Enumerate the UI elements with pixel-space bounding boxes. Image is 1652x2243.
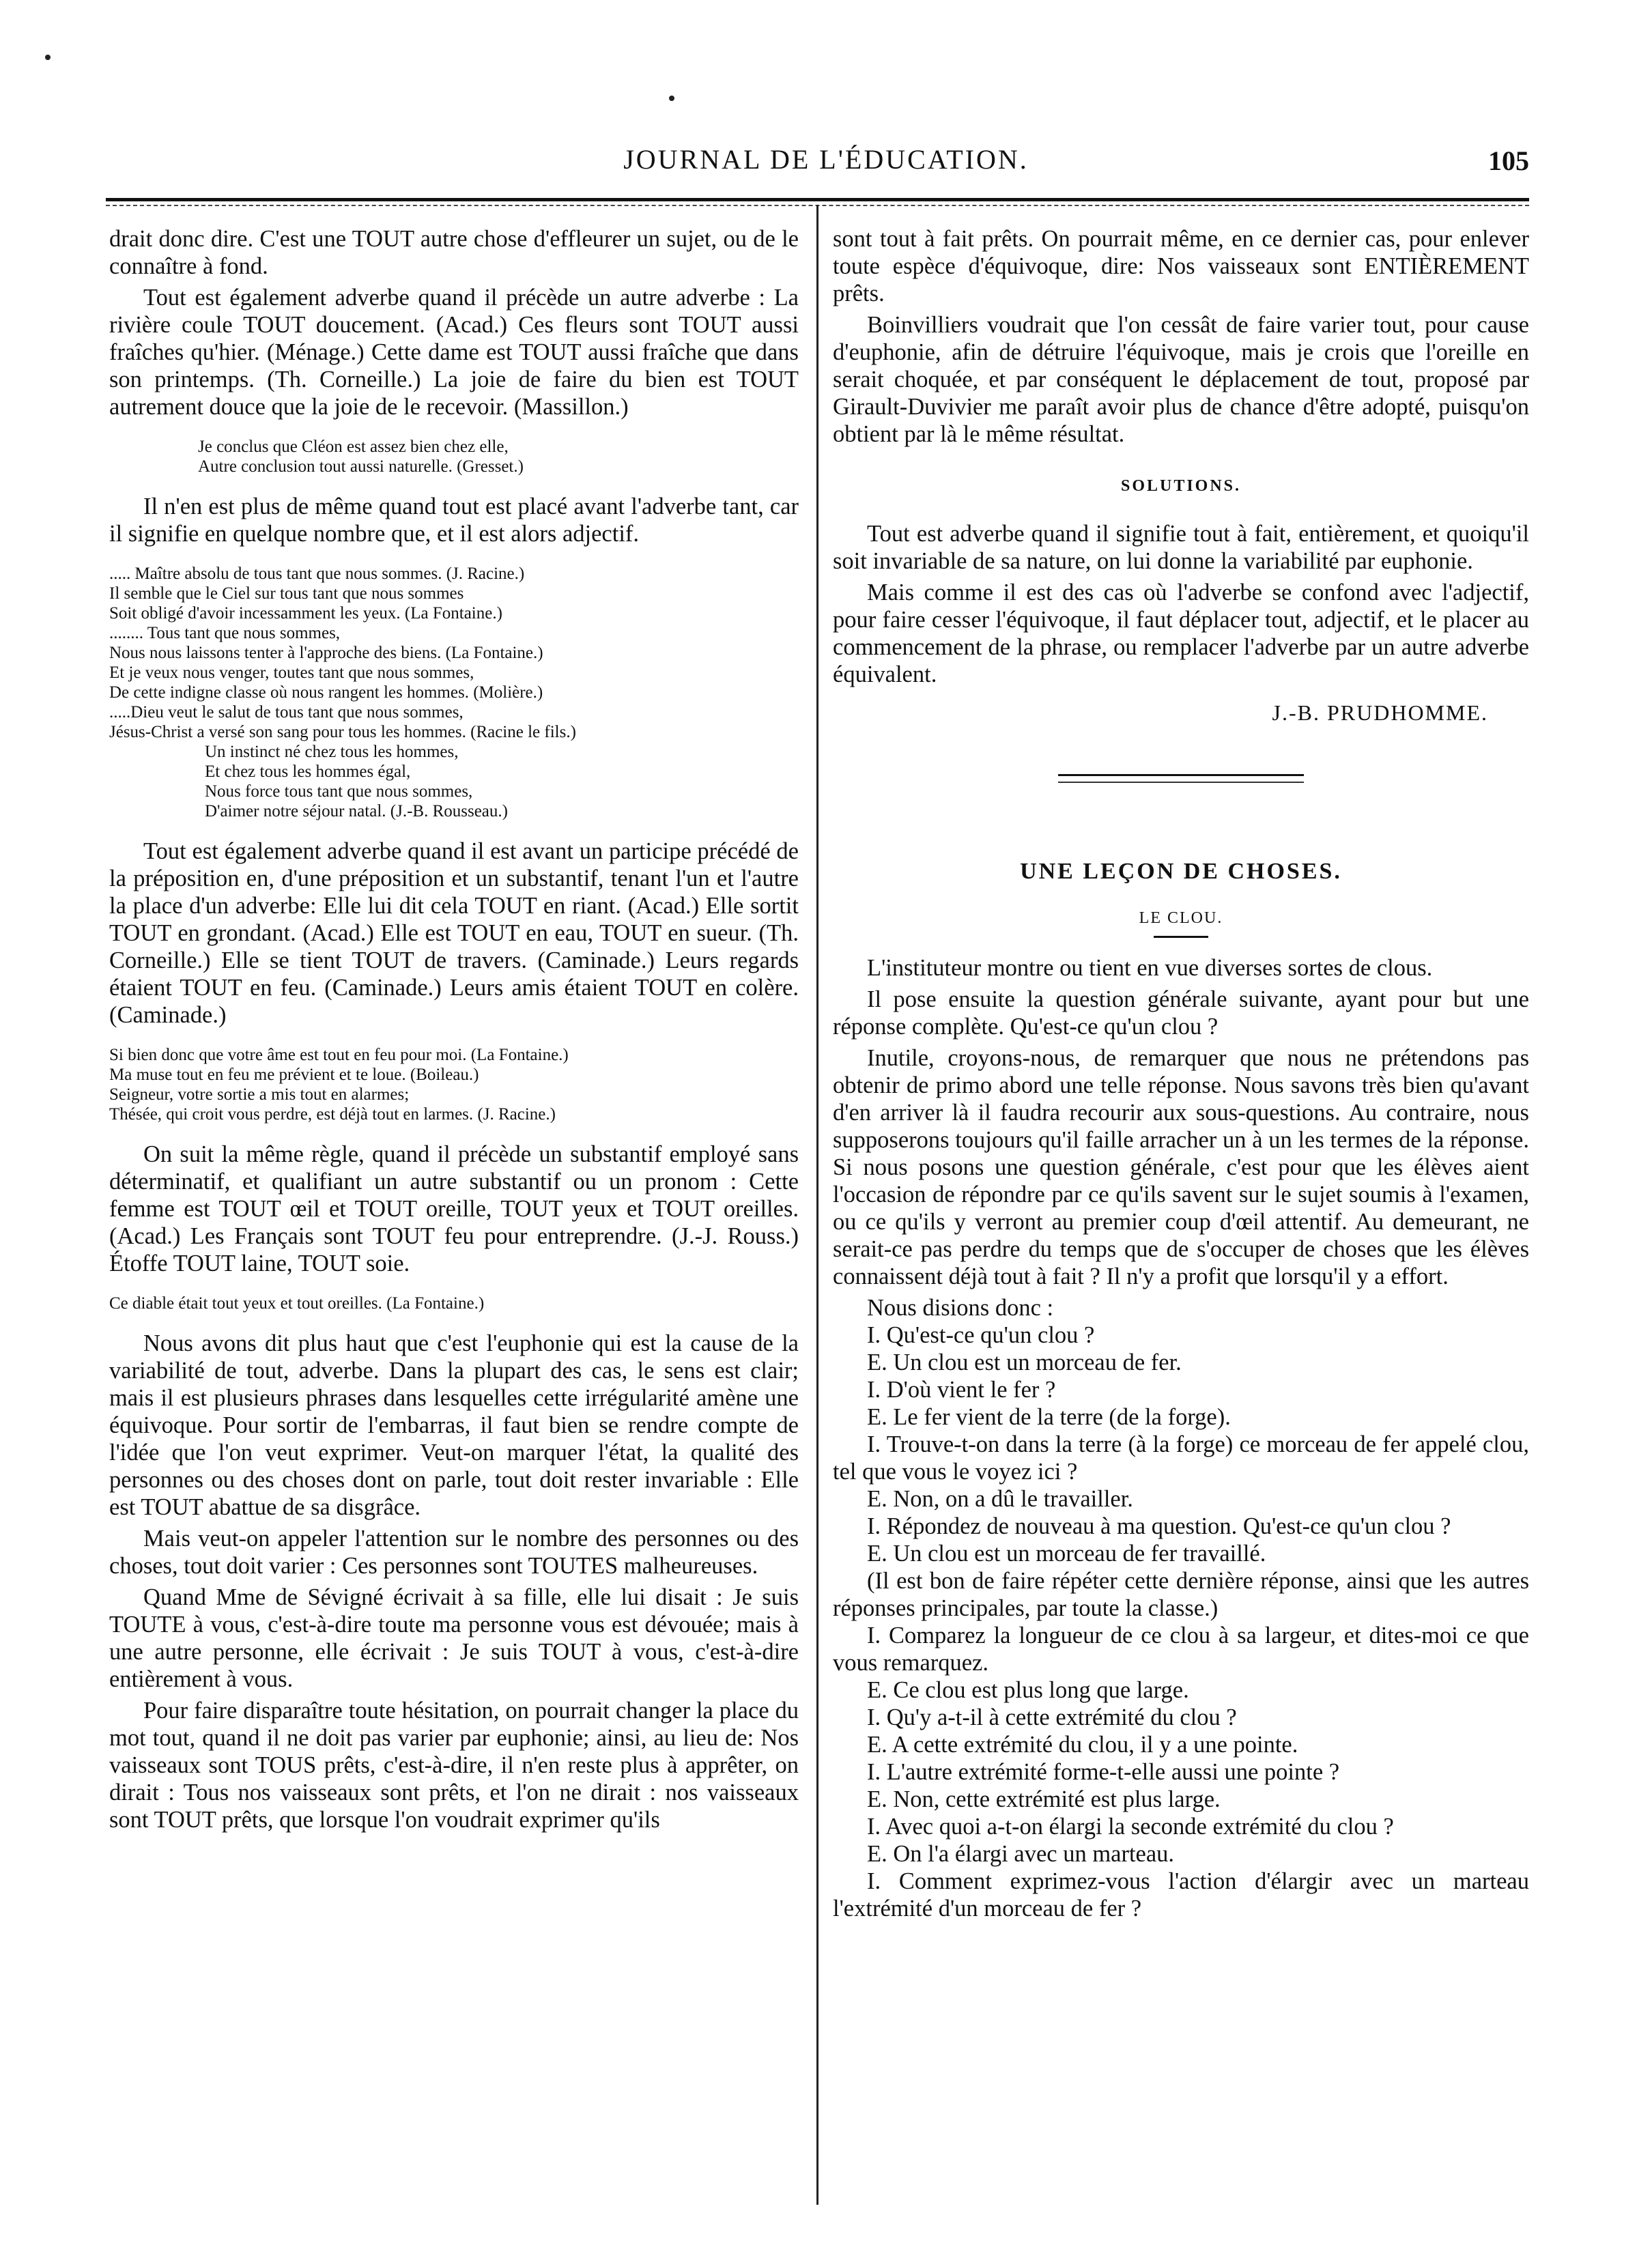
paragraph: Il n'en est plus de même quand tout est placé avant l'adverbe tant, car il signifie en quelque nombre que, et il est alors adjectif. bbox=[109, 494, 799, 547]
verse-line: Seigneur, votre sortie a mis tout en alarmes; bbox=[109, 1085, 410, 1104]
paragraph: On suit la même règle, quand il précède un substantif employé sans déterminatif, et qualifiant un autre substantif ou un pronom : Cette femme est TOUT œil et TOUT oreille, TOUT yeux et TOUT oreilles. (Acad.) Les Français sont TOUT feu pour entreprendre. (J.-J. Rouss.) Étoffe TOUT laine, TOUT soie. bbox=[109, 1141, 799, 1276]
verse-line: Je conclus que Cléon est assez bien chez elle, bbox=[198, 438, 509, 456]
section-ornament bbox=[1058, 774, 1304, 783]
paragraph: Il pose ensuite la question générale suivante, ayant pour but une réponse complète. Qu'est-ce qu'un clou ? bbox=[833, 986, 1529, 1040]
verse-line: Ma muse tout en feu me prévient et te loue. (Boileau.) bbox=[109, 1066, 479, 1084]
journal-title: JOURNAL DE L'ÉDUCATION. bbox=[623, 144, 1029, 175]
author-signature: J.-B. PRUDHOMME. bbox=[1272, 700, 1488, 725]
section-subtitle: LE CLOU. bbox=[1139, 909, 1223, 927]
dialogue-line: E. Un clou est un morceau de fer. bbox=[867, 1349, 1182, 1375]
paragraph: drait donc dire. C'est une TOUT autre chose d'effleurer un sujet, ou de le connaître à fond. bbox=[109, 226, 799, 279]
verse-line: Autre conclusion tout aussi naturelle. (Gresset.) bbox=[198, 457, 524, 476]
dialogue-line: I. Qu'est-ce qu'un clou ? bbox=[867, 1322, 1095, 1348]
dialogue-line: I. Trouve-t-on dans la terre (à la forge) ce morceau de fer appelé clou, tel que vous le voyez ici ? bbox=[833, 1431, 1529, 1485]
dialogue-line: I. L'autre extrémité forme-t-elle aussi une pointe ? bbox=[867, 1759, 1340, 1785]
verse-quote bbox=[109, 1045, 799, 1124]
verse-quote bbox=[109, 437, 799, 476]
dialogue-line: I. Comment exprimez-vous l'action d'élargir avec un marteau l'extrémité d'un morceau de fer ? bbox=[833, 1868, 1529, 1921]
verse-line: Nous nous laissons tenter à l'approche des biens. (La Fontaine.) bbox=[109, 644, 543, 662]
dialogue-line: E. Un clou est un morceau de fer travaillé. bbox=[867, 1541, 1266, 1567]
verse-line: Il semble que le Ciel sur tous tant que nous sommes bbox=[109, 584, 464, 603]
dialogue-line: E. Non, cette extrémité est plus large. bbox=[867, 1786, 1221, 1812]
solutions-heading: SOLUTIONS. bbox=[1120, 477, 1242, 495]
left-column bbox=[109, 225, 799, 1838]
dialogue bbox=[833, 1294, 1529, 1922]
page-number: 105 bbox=[1488, 145, 1529, 176]
paragraph: Pour faire disparaître toute hésitation, on pourrait changer la place du mot tout, quand il ne doit pas varier par euphonie; ainsi, au lieu de: Nos vaisseaux sont TOUS prêts, c'est-à-dire, il n'en reste plus à apprêter, on dirait : Tous nos vaisseaux sont prêts, et l'on ne dirait : nos vaisseaux sont TOUT prêts, que lorsque l'on voudrait exprimer qu'ils bbox=[109, 1698, 799, 1833]
dialogue-line: I. D'où vient le fer ? bbox=[867, 1377, 1056, 1403]
dialogue-line: E. On l'a élargi avec un marteau. bbox=[867, 1841, 1175, 1867]
verse-line: ........ Tous tant que nous sommes, bbox=[109, 624, 341, 642]
verse-line: Soit obligé d'avoir incessamment les yeux. (La Fontaine.) bbox=[109, 604, 502, 623]
verse-line: D'aimer notre séjour natal. (J.-B. Rousseau.) bbox=[205, 802, 508, 820]
column-divider bbox=[816, 205, 818, 2205]
paragraph: Boinvilliers voudrait que l'on cessât de faire varier tout, pour cause d'euphonie, afin de détruire l'équivoque, mais je crois que l'oreille en serait choquée, et par conséquent le déplacement de tout, proposé par Girault-Duvivier me paraît avoir plus de chance d'être adopté, puisqu'on obtient par là le même résultat. bbox=[833, 312, 1529, 447]
dialogue-line: I. Répondez de nouveau à ma question. Qu'est-ce qu'un clou ? bbox=[867, 1513, 1451, 1539]
right-column bbox=[833, 225, 1529, 1922]
paragraph: Quand Mme de Sévigné écrivait à sa fille, elle lui disait : Je suis TOUTE à vous, c'est-à-dire toute ma personne vous est dévouée; mais à une autre personne, elle écrivait : Je suis TOUT à vous, c'est-à-dire entièrement à vous. bbox=[109, 1584, 799, 1692]
dialogue-line: Nous disions donc : bbox=[867, 1295, 1054, 1321]
verse-quote bbox=[109, 1294, 799, 1313]
dialogue-line: I. Avec quoi a-t-on élargi la seconde extrémité du clou ? bbox=[867, 1814, 1394, 1840]
paragraph: Tout est adverbe quand il signifie tout à fait, entièrement, et quoiqu'il soit invariable de sa nature, on lui donne la variabilité par euphonie. bbox=[833, 521, 1529, 574]
verse-line: De cette indigne classe où nous rangent les hommes. (Molière.) bbox=[109, 683, 543, 702]
verse-line: Si bien donc que votre âme est tout en feu pour moi. (La Fontaine.) bbox=[109, 1046, 569, 1064]
verse-quote bbox=[109, 564, 799, 821]
verse-line: Thésée, qui croit vous perdre, est déjà tout en larmes. (J. Racine.) bbox=[109, 1105, 556, 1124]
dialogue-line: E. Ce clou est plus long que large. bbox=[867, 1677, 1189, 1703]
paragraph: Mais veut-on appeler l'attention sur le nombre des personnes ou des choses, tout doit varier : Ces personnes sont TOUTES malheureuses. bbox=[109, 1526, 799, 1579]
paragraph: Mais comme il est des cas où l'adverbe se confond avec l'adjectif, pour faire cesser l'équivoque, il faut déplacer tout, adjectif, et le placer au commencement de la phrase, ou remplacer l'adverbe par un autre adverbe équivalent. bbox=[833, 580, 1529, 687]
header-rule bbox=[106, 198, 1529, 201]
verse-line: Et je veux nous venger, toutes tant que nous sommes, bbox=[109, 663, 474, 682]
ink-speck bbox=[45, 55, 51, 60]
paragraph: Nous avons dit plus haut que c'est l'euphonie qui est la cause de la variabilité de tout, adverbe. Dans la plupart des cas, le sens est clair; mais il est plusieurs phrases dans lesquelles cette irrégularité amène une équivoque. Pour sortir de l'embarras, il faut bien se rendre compte de l'idée que l'on veut exprimer. Veut-on marquer l'état, la qualité des personnes ou des choses dont on parle, tout doit rester invariable : Elle est TOUT abattue de sa disgrâce. bbox=[109, 1330, 799, 1520]
paragraph: Inutile, croyons-nous, de remarquer que nous ne prétendons pas obtenir de primo abord une telle réponse. Nous savons très bien qu'avant d'en arriver là il faudra recourir aux sous-questions. Au contraire, nous supposerons toujours qu'il faille arracher un à un les termes de la réponse. Si nous posons une question générale, c'est pour que les élèves aient l'occasion de répondre par ce qu'ils savent sur le sujet soumis à l'examen, ou ce qu'ils y verront au premier coup d'œil attentif. Au demeurant, ne serait-ce pas perdre du temps que de s'occuper de choses que les élèves connaissent déjà tout à fait ? Il n'y a profit que lorsqu'il y a effort. bbox=[833, 1045, 1529, 1289]
verse-line: Nous force tous tant que nous sommes, bbox=[205, 782, 473, 801]
verse-line: Ce diable était tout yeux et tout oreilles. (La Fontaine.) bbox=[109, 1294, 485, 1313]
verse-line: .....Dieu veut le salut de tous tant que nous sommes, bbox=[109, 703, 464, 722]
paragraph: sont tout à fait prêts. On pourrait même, en ce dernier cas, pour enlever toute espèce d'équivoque, dire: Nos vaisseaux sont ENTIÈREMENT prêts. bbox=[833, 226, 1529, 306]
paragraph: Tout est également adverbe quand il est avant un participe précédé de la préposition en, d'une préposition et un substantif, tenant l'un et l'autre la place d'un adverbe: Elle lui dit cela TOUT en riant. (Acad.) Elle sortit TOUT en grondant. (Acad.) Elle est TOUT en eau, TOUT en sueur. (Th. Corneille.) Elle se tient TOUT de travers. (Caminade.) Leurs regards étaient TOUT en feu. (Caminade.) Leurs amis étaient TOUT en colère. (Caminade.) bbox=[109, 838, 799, 1028]
dialogue-line: E. Non, on a dû le travailler. bbox=[867, 1486, 1133, 1512]
dialogue-line: I. Comparez la longueur de ce clou à sa largeur, et dites-moi ce que vous remarquez. bbox=[833, 1623, 1529, 1676]
dialogue-line: (Il est bon de faire répéter cette dernière réponse, ainsi que les autres réponses principales, par toute la classe.) bbox=[833, 1568, 1529, 1621]
section-title: UNE LEÇON DE CHOSES. bbox=[1020, 859, 1342, 884]
ink-speck bbox=[669, 96, 674, 101]
dialogue-line: E. A cette extrémité du clou, il y a une pointe. bbox=[867, 1732, 1298, 1758]
subtitle-rule bbox=[1154, 936, 1208, 938]
verse-line: Jésus-Christ a versé son sang pour tous les hommes. (Racine le fils.) bbox=[109, 723, 576, 741]
dialogue-line: I. Qu'y a-t-il à cette extrémité du clou ? bbox=[867, 1704, 1237, 1730]
paragraph: Tout est également adverbe quand il précède un autre adverbe : La rivière coule TOUT doucement. (Acad.) Ces fleurs sont TOUT aussi fraîches qu'hier. (Ménage.) Cette dame est TOUT aussi fraîche que dans son printemps. (Th. Corneille.) La joie de faire du bien est TOUT autrement douce que la joie de le recevoir. (Massillon.) bbox=[109, 285, 799, 420]
verse-line: ..... Maître absolu de tous tant que nous sommes. (J. Racine.) bbox=[109, 565, 525, 583]
paragraph: L'instituteur montre ou tient en vue diverses sortes de clous. bbox=[867, 955, 1433, 981]
verse-line: Un instinct né chez tous les hommes, bbox=[205, 743, 459, 761]
verse-line: Et chez tous les hommes égal, bbox=[205, 762, 411, 781]
dialogue-line: E. Le fer vient de la terre (de la forge). bbox=[867, 1404, 1231, 1430]
